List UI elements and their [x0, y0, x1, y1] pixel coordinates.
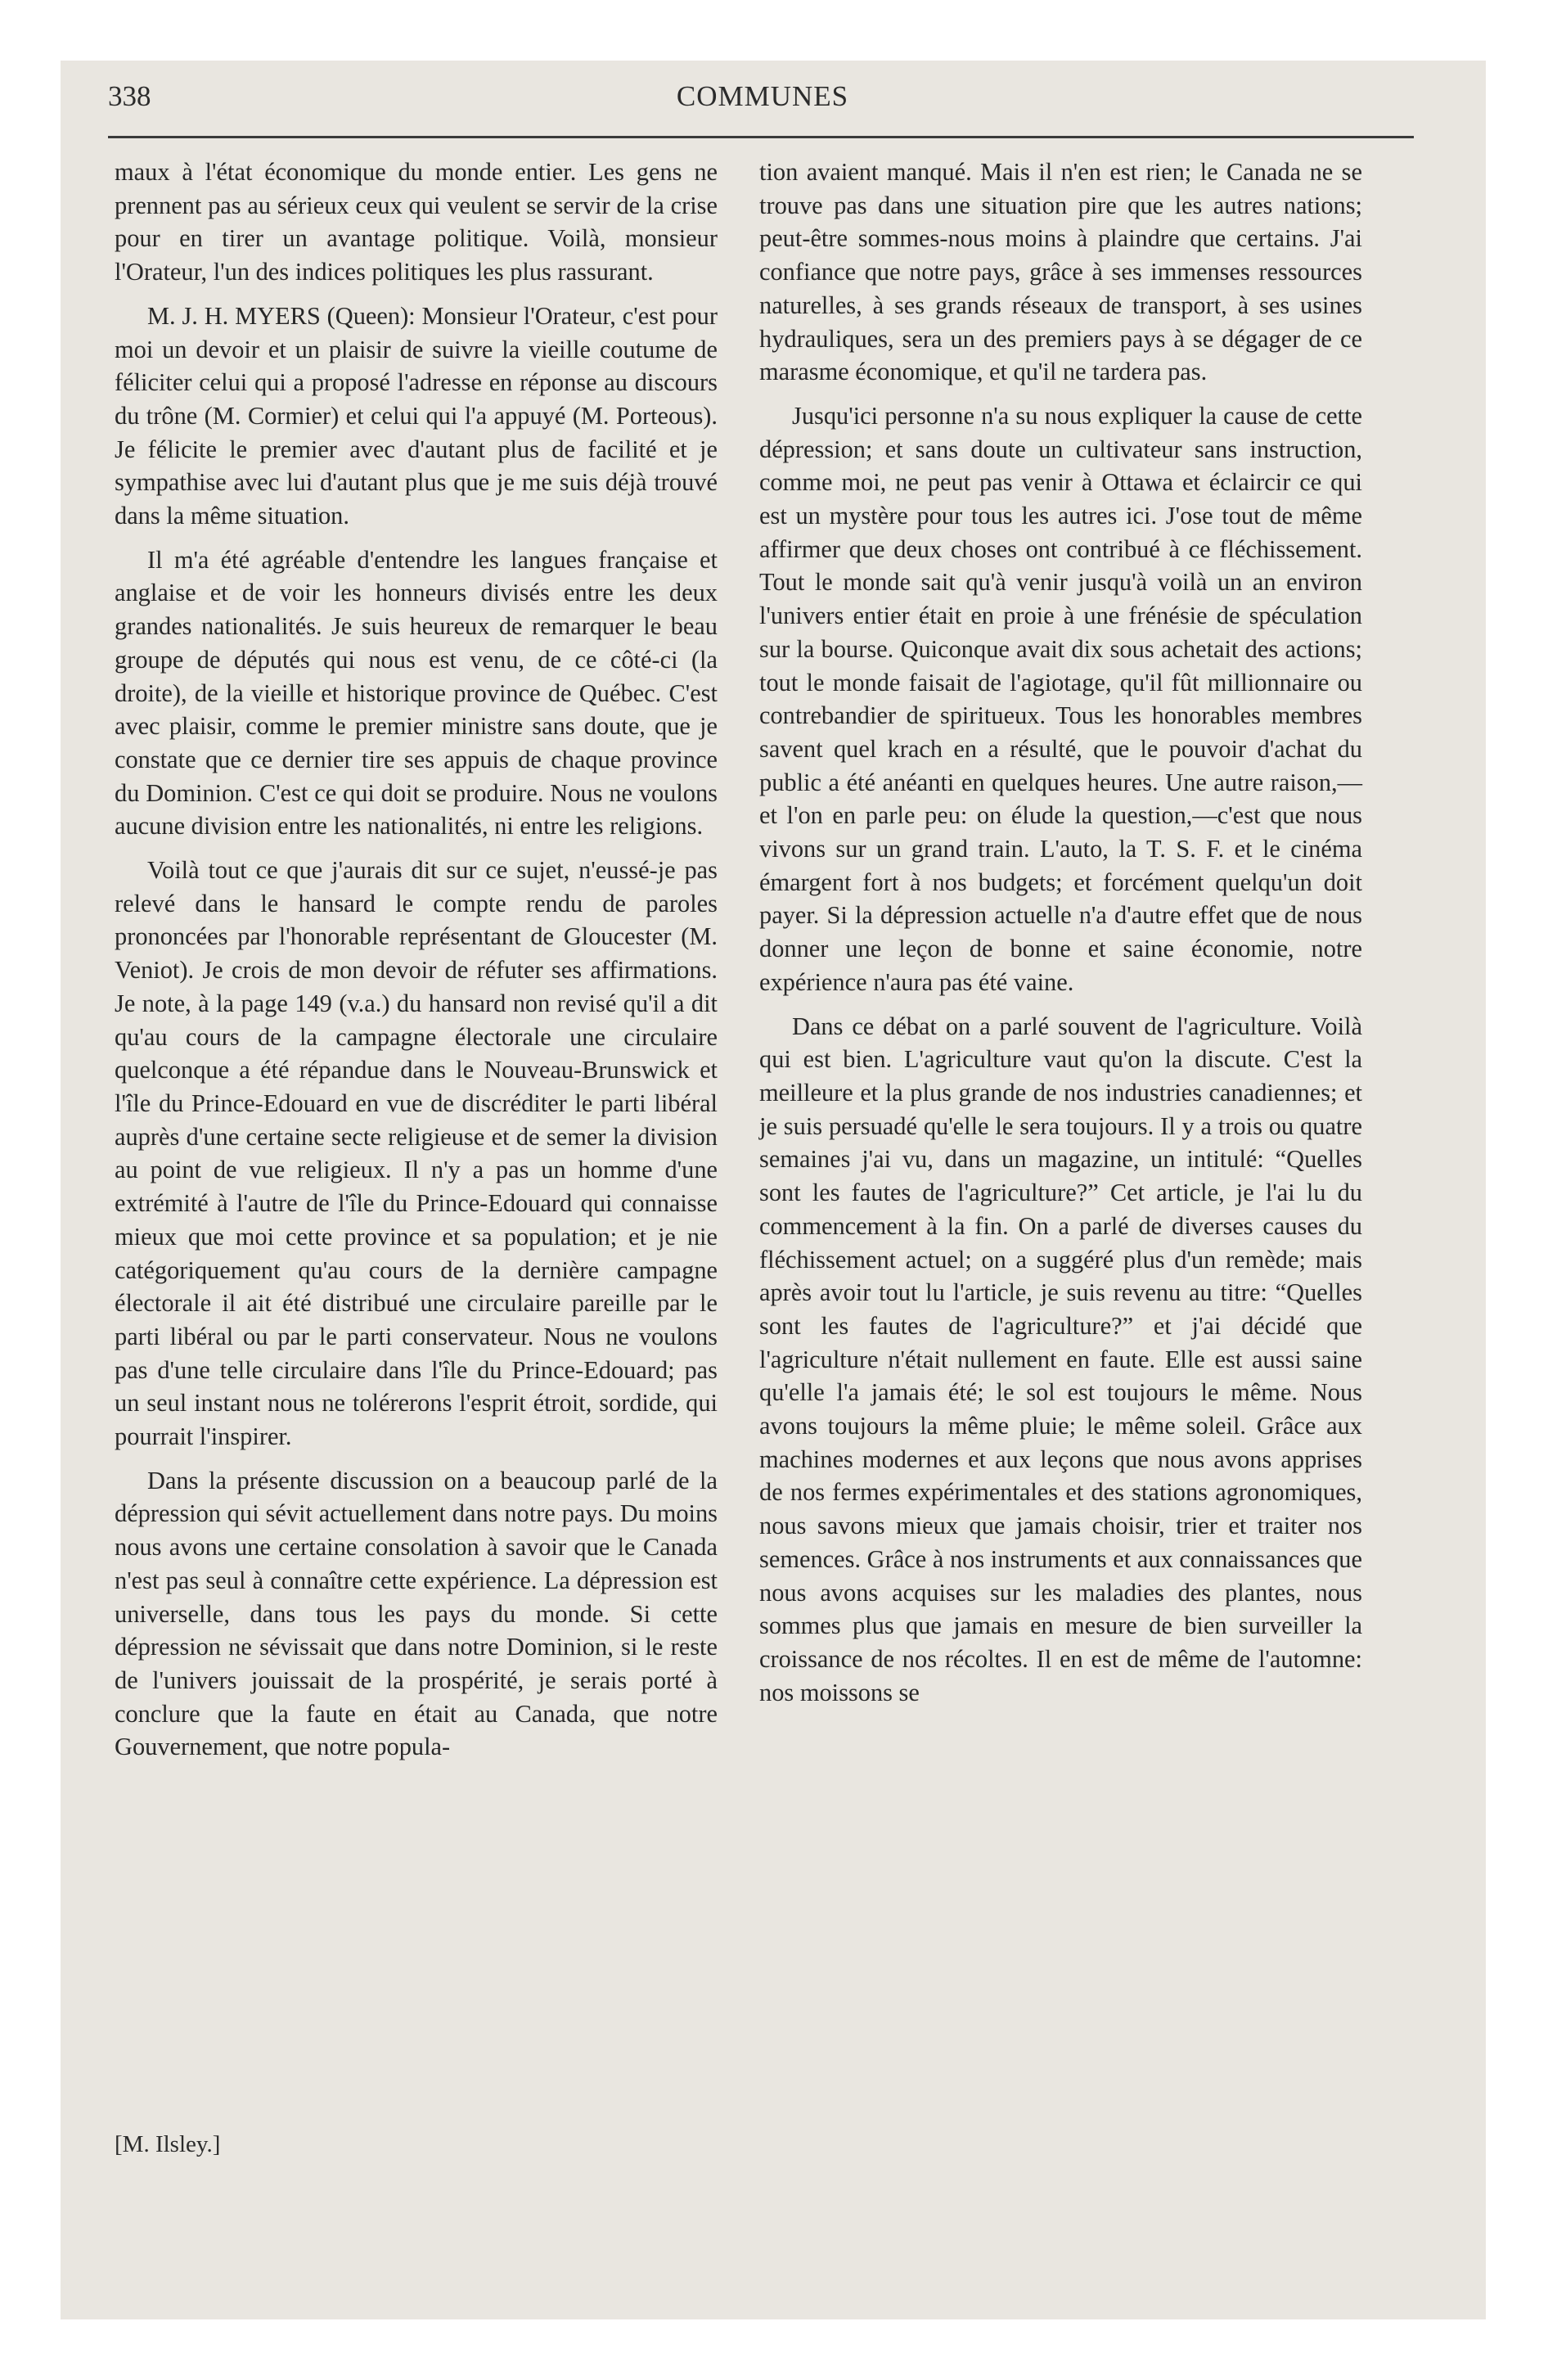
- left-column: [115, 156, 718, 1774]
- paragraph: Jusqu'ici personne n'a su nous expliquer la cause de cette dépression; et sans doute un cultivateur sans instruction, comme moi, ne peut pas venir à Ottawa et éclaircir ce qui est un mystère pour tous les autres ici. J'ose tout de même affirmer que deux choses ont contribué à ce fléchissement. Tout le monde sait qu'à venir jusqu'à voilà un an environ l'univers entier était en proie à une frénésie de spéculation sur la bourse. Quiconque avait dix sous achetait des actions; tout le monde faisait de l'agiotage, qu'il fût millionnaire ou contrebandier de spiritueux. Tous les honorables membres savent quel krach en a résulté, que le pouvoir d'achat du public a été anéanti en quelques heures. Une autre raison,—et l'on en parle peu: on élude la question,—c'est que nous vivons sur un grand train. L'auto, la T. S. F. et le cinéma émargent fort à nos budgets; et forcément quelqu'un doit payer. Si la dépression actuelle n'a d'autre effet que de nous donner une leçon de bonne et saine économie, notre expérience n'aura pas été vaine.: [759, 401, 1362, 996]
- paragraph: Dans la présente discussion on a beaucoup parlé de la dépression qui sévit actuellement dans notre pays. Du moins nous avons une certaine consolation à savoir que le Canada n'est pas seul à connaître cette expérience. La dépression est universelle, dans tous les pays du monde. Si cette dépression ne sévissait que dans notre Dominion, si le reste de l'univers jouissait de la prospérité, je serais porté à conclure que la faute en était au Canada, que notre Gouvernement, que notre popula-: [115, 1466, 718, 1761]
- speaker-footnote: [M. Ilsley.]: [115, 2131, 221, 2157]
- running-head: COMMUNES: [676, 80, 849, 112]
- paragraph: M. J. H. MYERS (Queen): Monsieur l'Orateur, c'est pour moi un devoir et un plaisir de suivre la vieille coutume de féliciter celui qui a proposé l'adresse en réponse au discours du trône (M. Cormier) et celui qui l'a appuyé (M. Porteous). Je félicite le premier avec d'autant plus de facilité et je sympathise avec lui d'autant plus que je me suis déjà trouvé dans la même situation.: [115, 301, 718, 530]
- right-column: [759, 156, 1362, 1720]
- page-header: [108, 80, 1417, 129]
- paragraph: Il m'a été agréable d'entendre les langues française et anglaise et de voir les honneurs divisés entre les deux grandes nationalités. Je suis heureux de remarquer le beau groupe de députés qui nous est venu, de ce côté-ci (la droite), de la vieille et historique province de Québec. C'est avec plaisir, comme le premier ministre sans doute, que je constate que ce dernier tire ses appuis de chaque province du Dominion. C'est ce qui doit se produire. Nous ne voulons aucune division entre les nationalités, ni entre les religions.: [115, 545, 718, 841]
- paragraph: tion avaient manqué. Mais il n'en est rien; le Canada ne se trouve pas dans une situation pire que les autres nations; peut-être sommes-nous moins à plaindre que certains. J'ai confiance que notre pays, grâce à ses immenses ressources naturelles, à ses grands réseaux de transport, à ses usines hydrauliques, sera un des premiers pays à se dégager de ce marasme économique, et qu'il ne tardera pas.: [759, 158, 1362, 386]
- page-number: 338: [108, 80, 151, 112]
- paragraph: Voilà tout ce que j'aurais dit sur ce sujet, n'eussé-je pas relevé dans le hansard le compte rendu de paroles prononcées par l'honorable représentant de Gloucester (M. Veniot). Je crois de mon devoir de réfuter ses affirmations. Je note, à la page 149 (v.a.) du hansard non revisé qu'il a dit qu'au cours de la campagne électorale une circulaire quelconque a été répandue dans le Nouveau-Brunswick et l'île du Prince-Edouard en vue de discréditer le parti libéral auprès d'une certaine secte religieuse et de semer la division au point de vue religieux. Il n'y a pas un homme d'une extrémité à l'autre de l'île du Prince-Edouard qui connaisse mieux que moi cette province et sa population; et je nie catégoriquement qu'au cours de la dernière campagne électorale il ait été distribué une circulaire pareille par le parti libéral ou par le parti conservateur. Nous ne voulons pas d'une telle circulaire dans l'île du Prince-Edouard; pas un seul instant nous ne tolérerons l'esprit étroit, sordide, qui pourrait l'inspirer.: [115, 856, 718, 1451]
- paragraph: Dans ce débat on a parlé souvent de l'agriculture. Voilà qui est bien. L'agriculture vaut qu'on la discute. C'est la meilleure et la plus grande de nos industries canadiennes; et je suis persuadé qu'elle le sera toujours. Il y a trois ou quatre semaines j'ai vu, dans un magazine, un intitulé: “Quelles sont les fautes de l'agriculture?” Cet article, je l'ai lu du commencement à la fin. On a parlé de diverses causes du fléchissement actuel; on a suggéré plus d'un remède; mais après avoir tout lu l'article, je suis revenu au titre: “Quelles sont les fautes de l'agriculture?” et j'ai décidé que l'agriculture n'était nullement en faute. Elle est aussi saine qu'elle l'a jamais été; le sol est toujours le même. Nous avons toujours la même pluie; le même soleil. Grâce aux machines modernes et aux leçons que nous avons apprises de nos fermes expérimentales et des stations agronomiques, nous savons mieux que jamais choisir, trier et traiter nos semences. Grâce à nos instruments et aux connaissances que nous avons acquises sur les maladies des plantes, nous sommes plus que jamais en mesure de bien surveiller la croissance de nos récoltes. Il en est de même de l'automne: nos moissons se: [759, 1012, 1362, 1706]
- header-rule: [108, 136, 1414, 138]
- paragraph: maux à l'état économique du monde entier. Les gens ne prennent pas au sérieux ceux qui veulent se servir de la crise pour en tirer un avantage politique. Voilà, monsieur l'Orateur, l'un des indices politiques les plus rassurant.: [115, 158, 718, 286]
